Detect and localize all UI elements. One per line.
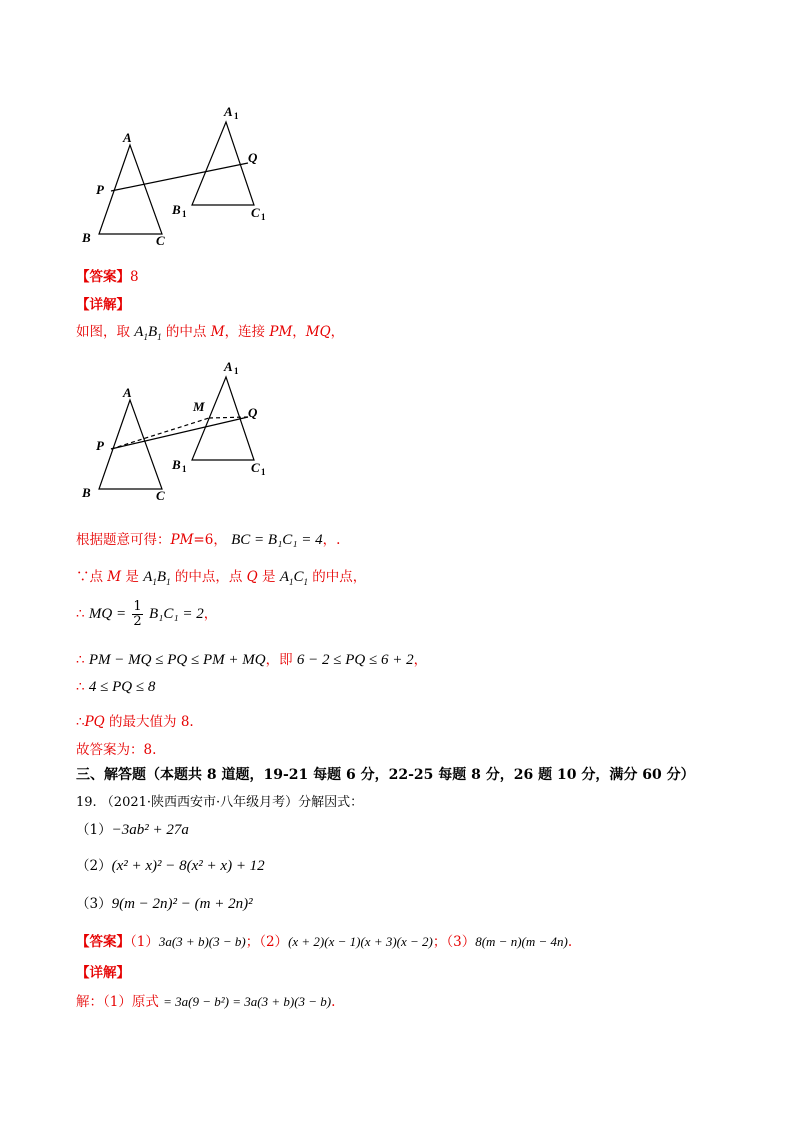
answer2-a3-label: （3） bbox=[446, 934, 476, 950]
intro-mq: MQ bbox=[305, 324, 331, 340]
detail-tag-1 bbox=[76, 293, 130, 313]
step6-text: 的最大值为 8. bbox=[104, 714, 194, 730]
intro-mid: 的中点 bbox=[161, 324, 211, 340]
step1-end: ，. bbox=[322, 532, 341, 548]
step4-therefore: ∴ bbox=[76, 652, 89, 668]
step-5 bbox=[76, 679, 155, 696]
q19-p3-math: 9(m − 2n)² − (m + 2n)² bbox=[111, 896, 253, 912]
label-b-2: B bbox=[82, 485, 91, 500]
answer2-a3: 8(m − n)(m − 4n) bbox=[475, 934, 568, 949]
label-m: M bbox=[193, 399, 205, 414]
detail-tag-2 bbox=[76, 961, 130, 981]
step2-q: Q bbox=[246, 569, 258, 585]
label-b1-sub: 1 bbox=[182, 209, 187, 219]
intro-m: M bbox=[210, 324, 225, 340]
step1-pm: PM bbox=[170, 532, 194, 548]
step2-m: M bbox=[107, 569, 122, 585]
intro-sep: ， bbox=[292, 324, 306, 340]
step5-ineq: 4 ≤ PQ ≤ 8 bbox=[88, 679, 156, 695]
detail-label: 【详解】 bbox=[76, 297, 130, 313]
segment-pm-dashed bbox=[111, 418, 209, 449]
q19-p2-math: (x² + x)² − 8(x² + x) + 12 bbox=[111, 858, 265, 874]
label-a1-sub: 1 bbox=[234, 111, 239, 121]
answer-line-2 bbox=[76, 930, 572, 950]
answer2-sep2: ； bbox=[432, 934, 447, 950]
answer2-a2: (x + 2)(x − 1)(x + 3)(x − 2) bbox=[288, 934, 433, 949]
answer2-sep1: ； bbox=[245, 934, 260, 950]
intro-post: ，连接 bbox=[224, 324, 270, 340]
q19-p1-math: −3ab² + 27a bbox=[111, 822, 189, 838]
triangle-a1b1c1-2 bbox=[192, 377, 254, 460]
q19-p3-label: （3） bbox=[76, 896, 112, 912]
label-c: C bbox=[156, 233, 165, 248]
label-c-2: C bbox=[156, 488, 165, 503]
label-a1-2: A bbox=[224, 359, 233, 374]
fraction-half bbox=[132, 600, 142, 629]
answer2-a1-label: （1） bbox=[130, 934, 159, 950]
label-c1-sub-2: 1 bbox=[261, 467, 266, 477]
label-c1-sub: 1 bbox=[261, 212, 266, 222]
label-q-2: Q bbox=[248, 405, 258, 420]
question-19-part-2 bbox=[76, 854, 265, 875]
section-3-heading: 三、解答题（本题共 8 道题，19-21 每题 6 分，22-25 每题 8 分，26 题 10 分，满分 60 分） bbox=[76, 767, 695, 783]
step2-mid1: 的中点，点 bbox=[170, 569, 247, 585]
solution-line bbox=[76, 990, 335, 1010]
step4-ineq2: 6 − 2 ≤ PQ ≤ 6 + 2 bbox=[296, 652, 414, 668]
detail2-label: 【详解】 bbox=[76, 965, 130, 981]
label-a1: A bbox=[224, 104, 233, 119]
label-c1: C bbox=[251, 205, 260, 220]
segment-pq bbox=[111, 163, 248, 191]
question-19-part-1 bbox=[76, 818, 189, 839]
step6-therefore: ∴ bbox=[76, 714, 85, 730]
intro-pre: 如图，取 bbox=[76, 324, 135, 340]
label-b1-sub-2: 1 bbox=[182, 464, 187, 474]
step-3 bbox=[76, 600, 217, 629]
answer2-a1: 3a(3 + b)(3 − b) bbox=[158, 934, 246, 949]
step4-ineq: PM − MQ ≤ PQ ≤ PM + MQ bbox=[88, 652, 266, 668]
math-a1c1: $A_1C_1$ bbox=[279, 569, 309, 587]
step3-therefore: ∴ bbox=[76, 606, 89, 622]
fraction-numerator: 1 bbox=[133, 599, 142, 614]
step3-end: ， bbox=[203, 606, 218, 622]
solution-math: = 3a(9 − b²) = 3a(3 + b)(3 − b) bbox=[163, 994, 332, 1009]
step1-pre: 根据题意可得： bbox=[76, 532, 171, 548]
fraction-denominator: 2 bbox=[133, 614, 142, 629]
step2-is: 是 bbox=[121, 569, 144, 585]
step5-therefore: ∴ bbox=[76, 679, 89, 695]
answer-tag: 【答案】 bbox=[76, 269, 130, 285]
intro-end: ， bbox=[330, 324, 345, 340]
step2-mid2: 的中点， bbox=[308, 569, 367, 585]
label-c1-2: C bbox=[251, 460, 260, 475]
question-19-part-3 bbox=[76, 892, 253, 913]
intro-line bbox=[76, 320, 344, 342]
label-b1-2: B bbox=[172, 457, 181, 472]
step1-math: BC = B₁C₁ = 4 bbox=[231, 532, 323, 548]
question-19-stem: 19. （2021·陕西西安市·八年级月考）分解因式： bbox=[76, 795, 364, 810]
figure-triangles-2 bbox=[76, 355, 296, 505]
step-1 bbox=[76, 528, 340, 549]
step6-pq: PQ bbox=[84, 714, 105, 730]
answer-value: 8 bbox=[130, 269, 139, 285]
label-p: P bbox=[96, 182, 104, 197]
step3-rhs: B₁C₁ = 2 bbox=[148, 606, 204, 622]
answer-line-1 bbox=[76, 265, 139, 285]
step-7 bbox=[76, 738, 156, 758]
step-2 bbox=[76, 565, 366, 587]
math-a1b1: $A_1B_1$ bbox=[134, 324, 162, 342]
step4-comma: ，即 bbox=[265, 652, 297, 668]
answer2-tag: 【答案】 bbox=[76, 934, 130, 950]
intro-pm: PM bbox=[269, 324, 293, 340]
step-6 bbox=[76, 710, 194, 730]
label-b1: B bbox=[172, 202, 181, 217]
step3-lhs: MQ = bbox=[88, 606, 127, 622]
q19-p2-label: （2） bbox=[76, 858, 112, 874]
step7-text: 故答案为：8. bbox=[76, 742, 157, 758]
answer2-a2-label: （2） bbox=[259, 934, 289, 950]
label-p-2: P bbox=[96, 438, 104, 453]
answer2-end: . bbox=[567, 934, 573, 950]
label-a-2: A bbox=[123, 385, 132, 400]
label-q: Q bbox=[248, 150, 258, 165]
step-4 bbox=[76, 648, 427, 669]
q19-p1-label: （1） bbox=[76, 822, 112, 838]
triangle-abc bbox=[99, 145, 162, 234]
solution-pre: 解：（1）原式 bbox=[76, 994, 164, 1010]
step2-because: ∵点 bbox=[76, 569, 108, 585]
label-a1-sub-2: 1 bbox=[234, 366, 239, 376]
segment-pq-2 bbox=[111, 417, 248, 449]
figure-triangles-1 bbox=[76, 100, 296, 250]
step4-end: ， bbox=[413, 652, 428, 668]
math-a1b1-2: $A_1B_1$ bbox=[143, 569, 171, 587]
solution-end: . bbox=[331, 994, 336, 1010]
label-a: A bbox=[123, 130, 132, 145]
step1-eq: =6， bbox=[193, 532, 227, 548]
label-b: B bbox=[82, 230, 91, 245]
step2-is2: 是 bbox=[257, 569, 280, 585]
